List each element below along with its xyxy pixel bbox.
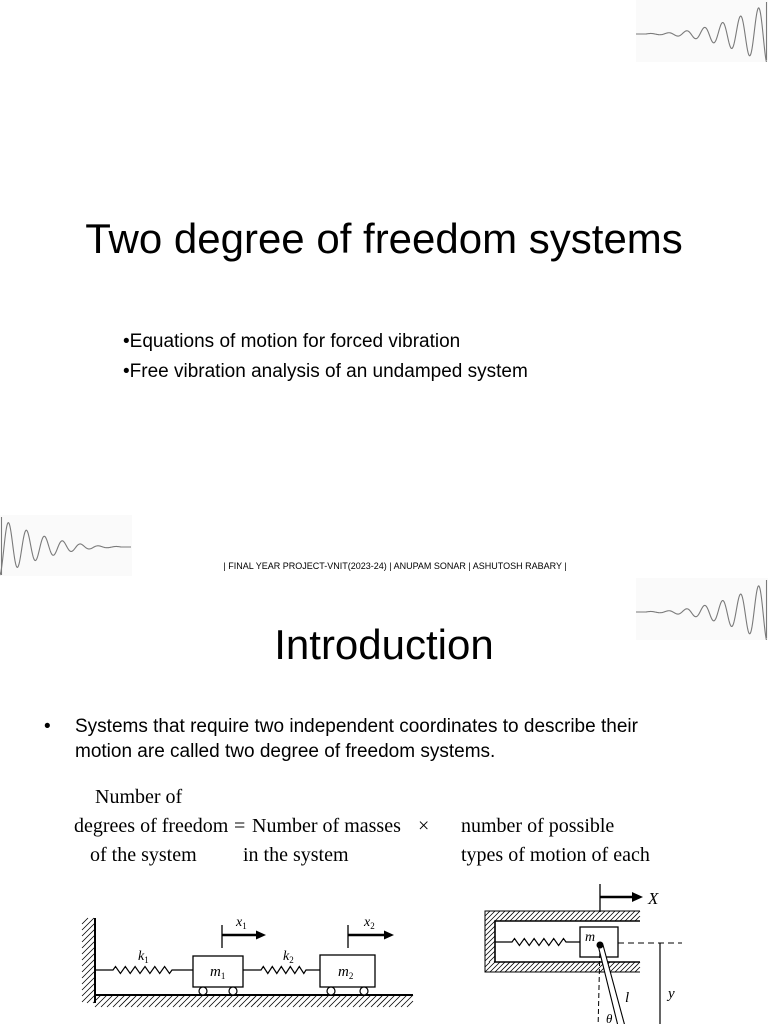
hatch-line: [82, 941, 95, 954]
hatch-line: [550, 911, 560, 921]
label-k1: [138, 949, 149, 965]
hatch-line: [550, 962, 560, 972]
hatch-line: [485, 941, 495, 951]
hatch-line: [625, 962, 635, 972]
slide-introduction: [0, 576, 768, 1024]
hatch-line: [82, 959, 95, 972]
hatch-line: [245, 995, 257, 1007]
hatch-line: [82, 923, 95, 936]
hatch-line: [485, 911, 495, 921]
hatch-line: [485, 921, 490, 926]
label-base: x: [364, 915, 371, 930]
hatch-line: [535, 962, 545, 972]
hatch-line: [520, 911, 530, 921]
equals-sign: =: [234, 815, 246, 837]
hatch-line: [299, 995, 311, 1007]
hatch-line: [590, 962, 600, 972]
wheel: [360, 987, 368, 995]
hatch-line: [119, 995, 131, 1007]
hatch-line: [359, 995, 371, 1007]
hatch-line: [173, 995, 185, 1007]
slide-title-text: Introduction: [274, 621, 494, 668]
two-mass-diagram: [82, 918, 413, 1007]
hatch-line: [82, 947, 95, 960]
pendulum-spring: [495, 939, 580, 946]
label-base: x: [236, 915, 243, 930]
hatch-line: [293, 995, 305, 1007]
spring-k1: [95, 967, 193, 974]
label-subscript: 1: [144, 955, 149, 965]
hatch-line: [233, 995, 245, 1007]
hatch-line: [161, 995, 173, 1007]
hatch-line: [185, 995, 197, 1007]
hatch-line: [251, 995, 263, 1007]
hatch-line: [510, 962, 520, 972]
hatch-line: [95, 995, 107, 1007]
waveform-image: [636, 0, 768, 62]
hatch-line: [555, 962, 565, 972]
slide-footer: | FINAL YEAR PROJECT-VNIT(2023-24) | ANUPAM SONAR | ASHUTOSH RABARY |: [223, 561, 567, 571]
paragraph-line: Systems that require two independent coordinates to describe their: [75, 716, 638, 737]
hatch-line: [82, 983, 95, 996]
guide-hatching-wall: [485, 921, 495, 962]
hatch-line: [555, 911, 565, 921]
hatch-line: [203, 995, 215, 1007]
hatch-line: [530, 911, 540, 921]
label-x2: [363, 915, 375, 931]
hatch-line: [395, 995, 407, 1007]
subtopic-item: •Free vibration analysis of an undamped system: [123, 361, 528, 382]
hatch-line: [575, 911, 585, 921]
label-base: k: [283, 949, 290, 964]
hatch-line: [317, 995, 329, 1007]
hatch-line: [615, 911, 625, 921]
hatch-line: [125, 995, 137, 1007]
hatch-line: [82, 977, 95, 990]
hatch-line: [525, 962, 535, 972]
hatch-line: [329, 995, 341, 1007]
equation-middle-line: Number of masses: [252, 815, 401, 837]
hatch-line: [500, 911, 510, 921]
guide-hatching-bottom: [485, 962, 640, 972]
hatch-line: [495, 962, 505, 972]
hatch-line: [257, 995, 269, 1007]
hatch-line: [615, 962, 625, 972]
label-subscript: 2: [289, 955, 294, 965]
label-X: X: [648, 889, 659, 908]
times-sign: ×: [418, 815, 430, 837]
hatch-line: [197, 995, 209, 1007]
hatch-line: [560, 911, 570, 921]
label-k2: [283, 949, 294, 965]
label-l: l: [625, 990, 630, 1006]
hatch-line: [630, 911, 640, 921]
pivot-point: [597, 942, 604, 949]
hatch-line: [540, 962, 550, 972]
hatch-line: [575, 962, 585, 972]
floor-hatching: [95, 995, 413, 1007]
hatch-line: [485, 921, 495, 931]
label-subscript: 1: [242, 921, 247, 931]
hatch-line: [495, 911, 505, 921]
hatch-line: [620, 911, 630, 921]
hatch-line: [281, 995, 293, 1007]
waveform-line: [0, 523, 131, 575]
hatch-line: [630, 962, 640, 972]
hatch-line: [287, 995, 299, 1007]
label-subscript: 1: [220, 971, 226, 981]
hatch-line: [580, 911, 590, 921]
bullet-marker: •: [44, 716, 51, 737]
hatch-line: [239, 995, 251, 1007]
dof-equation: [74, 786, 650, 866]
hatch-line: [377, 995, 389, 1007]
wall-hatching: [82, 918, 95, 1003]
slide-title-text: Two degree of freedom systems: [85, 215, 683, 262]
waveform-line: [636, 8, 767, 62]
subtopic-item: •Equations of motion for forced vibration: [123, 331, 461, 352]
hatch-line: [505, 911, 515, 921]
hatch-line: [82, 929, 95, 942]
equation-rhs-line: number of possible: [461, 815, 615, 837]
hatch-line: [545, 911, 555, 921]
hatch-line: [505, 962, 515, 972]
hatch-line: [155, 995, 167, 1007]
label-subscript: 2: [370, 921, 375, 931]
wheel: [327, 987, 335, 995]
hatch-line: [221, 995, 233, 1007]
hatch-line: [515, 911, 525, 921]
hatch-line: [490, 962, 500, 972]
hatch-line: [305, 995, 317, 1007]
hatch-line: [570, 962, 580, 972]
hatch-line: [341, 995, 353, 1007]
hatch-line: [82, 935, 95, 948]
hatch-line: [485, 911, 490, 916]
subtopic-list: [123, 327, 528, 387]
horizontal-displacement-arrow: [600, 884, 643, 912]
wheel: [199, 987, 207, 995]
hatch-line: [485, 936, 495, 946]
hatch-line: [485, 946, 495, 956]
hatch-line: [82, 965, 95, 978]
hatch-line: [401, 995, 413, 1007]
hatch-line: [485, 962, 490, 967]
hatch-line: [485, 962, 495, 972]
hatch-line: [82, 918, 88, 924]
hatch-line: [323, 995, 335, 1007]
label-base: m: [338, 964, 349, 980]
hatch-line: [82, 989, 95, 1002]
spring-k2: [243, 967, 320, 974]
hatch-line: [215, 995, 227, 1007]
hatch-line: [269, 995, 281, 1007]
hatch-line: [485, 951, 495, 961]
hatch-line: [485, 931, 495, 941]
hatch-line: [311, 995, 323, 1007]
hatch-line: [610, 962, 620, 972]
equation-middle-line: in the system: [243, 844, 349, 866]
hatch-line: [137, 995, 149, 1007]
hatch-line: [143, 995, 155, 1007]
hatch-line: [149, 995, 161, 1007]
equation-lhs-line: degrees of freedom: [74, 815, 229, 837]
hatch-line: [535, 911, 545, 921]
label-base: k: [138, 949, 145, 964]
hatch-line: [82, 971, 95, 984]
hatch-line: [101, 995, 113, 1007]
hatch-line: [595, 911, 605, 921]
hatch-line: [179, 995, 191, 1007]
hatch-line: [530, 962, 540, 972]
hatch-line: [560, 962, 570, 972]
wheel: [229, 987, 237, 995]
hatch-line: [113, 995, 125, 1007]
hatch-line: [209, 995, 221, 1007]
paragraph-line: motion are called two degree of freedom systems.: [75, 741, 496, 762]
two-mass-labels: [138, 915, 375, 981]
label-theta: θ: [606, 1011, 613, 1024]
hatch-line: [82, 953, 95, 966]
hatch-line: [600, 911, 610, 921]
hatch-line: [525, 911, 535, 921]
equation-rhs-line: types of motion of each: [461, 844, 650, 866]
hatch-line: [570, 911, 580, 921]
hatch-line: [407, 1001, 413, 1007]
hatch-line: [635, 967, 640, 972]
hatch-line: [565, 911, 575, 921]
hatch-line: [625, 911, 635, 921]
hatch-line: [500, 962, 510, 972]
hatch-line: [347, 995, 359, 1007]
hatch-line: [590, 911, 600, 921]
hatch-line: [335, 995, 347, 1007]
hatch-line: [82, 918, 94, 930]
hatch-line: [520, 962, 530, 972]
hatch-line: [545, 962, 555, 972]
label-x1: [235, 915, 247, 931]
hatch-line: [585, 962, 595, 972]
hatch-line: [540, 911, 550, 921]
hatch-line: [489, 956, 495, 962]
equation-lhs-line: of the system: [90, 844, 197, 866]
waveform-image: [0, 515, 132, 576]
hatch-line: [263, 995, 275, 1007]
hatch-line: [275, 995, 287, 1007]
hatch-line: [580, 962, 590, 972]
slide-figures: [0, 576, 768, 1024]
hatch-line: [131, 995, 143, 1007]
hatch-line: [485, 926, 495, 936]
hatch-line: [227, 995, 239, 1007]
hatch-line: [371, 995, 383, 1007]
hatch-line: [515, 962, 525, 972]
hatch-line: [610, 911, 620, 921]
hatch-line: [365, 995, 377, 1007]
hatch-line: [353, 995, 365, 1007]
hatch-line: [585, 911, 595, 921]
hatch-line: [191, 995, 203, 1007]
equation-lhs-line: Number of: [95, 786, 183, 808]
hatch-line: [510, 911, 520, 921]
label-m: m: [585, 930, 596, 945]
hatch-line: [167, 995, 179, 1007]
hatch-line: [490, 911, 500, 921]
label-subscript: 2: [348, 971, 354, 981]
label-base: m: [210, 964, 221, 980]
hatch-line: [107, 995, 119, 1007]
label-y: y: [668, 986, 675, 1002]
hatch-line: [565, 962, 575, 972]
hatch-line: [605, 911, 615, 921]
guide-hatching-top: [485, 911, 640, 921]
hatch-line: [620, 962, 630, 972]
hatch-line: [383, 995, 395, 1007]
hatch-line: [389, 995, 401, 1007]
